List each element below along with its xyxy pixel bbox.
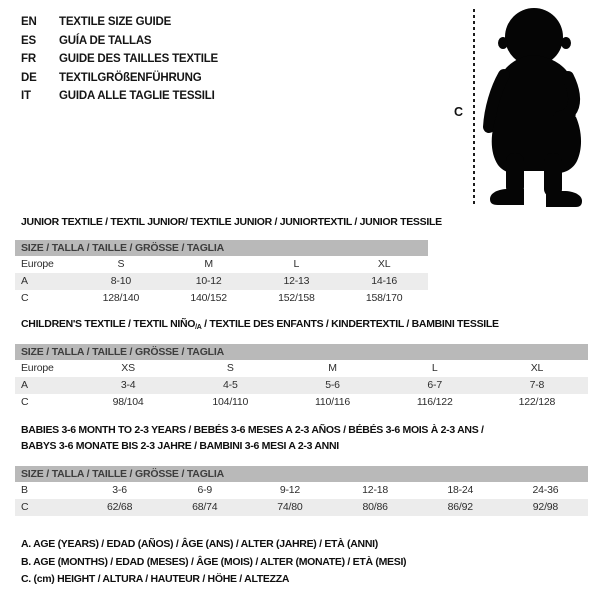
cell: 3-6 — [112, 484, 127, 496]
legend-line-b: B. AGE (MONTHS) / EDAD (MESES) / ÂGE (MOIS) / ALTER (MONATE) / ETÀ (MESI) — [21, 555, 407, 568]
lang-code: FR — [21, 53, 36, 65]
cell: S — [117, 258, 125, 270]
lang-row-fr — [21, 50, 218, 69]
lang-row-it — [21, 87, 218, 106]
size-bar: SIZE / TALLA / TAILLE / GRÖSSE / TAGLIA — [15, 240, 428, 256]
lang-label: GUIDE DES TAILLES TEXTILE — [59, 53, 218, 65]
cell: 116/122 — [416, 396, 453, 408]
cell: XL — [530, 362, 544, 374]
title-text: CHILDREN'S TEXTILE / TEXTIL NIÑO — [21, 318, 196, 330]
cell: 12-18 — [362, 484, 389, 496]
size-bar: SIZE / TALLA / TAILLE / GRÖSSE / TAGLIA — [15, 466, 588, 482]
lang-code: ES — [21, 34, 36, 47]
title-text: / TEXTILE DES ENFANTS / KINDERTEXTIL / BAMBINI TESSILE — [201, 318, 499, 330]
lang-label: GUIDA ALLE TAGLIE TESSILI — [59, 90, 215, 102]
lang-code: EN — [21, 16, 37, 28]
lang-label: TEXTILGRÖßENFÜHRUNG — [59, 71, 202, 84]
cell: 140/152 — [190, 292, 227, 304]
row-label: C — [21, 396, 29, 408]
cell: 104/110 — [212, 396, 249, 408]
row-label: Europe — [21, 362, 54, 374]
lang-row-de — [21, 69, 218, 88]
cell: M — [328, 362, 337, 374]
lang-code: DE — [21, 71, 37, 84]
cell: 7-8 — [529, 379, 545, 391]
table-row-c — [15, 499, 588, 516]
cell: 8-10 — [110, 275, 131, 287]
lang-row-en — [21, 13, 218, 32]
cell: 128/140 — [102, 292, 140, 304]
children-size-table — [15, 344, 588, 411]
lang-label: GUÍA DE TALLAS — [59, 34, 152, 47]
cell: XS — [121, 362, 135, 374]
language-header — [21, 13, 218, 106]
cell: XL — [377, 258, 391, 270]
lang-code: IT — [21, 90, 31, 102]
height-measure-line — [473, 9, 475, 206]
title-text: JUNIOR TEXTILE / TEXTIL JUNIOR/ TEXTILE JUNIOR / JUNIORTEXTIL / JUNIOR TESSILE — [21, 216, 442, 228]
cell: M — [204, 258, 213, 270]
cell: 92/98 — [532, 501, 559, 513]
table-row-c — [15, 290, 428, 307]
title-line2: BABYS 3-6 MONATE BIS 2-3 JAHRE / BAMBINI 3-6 MESI A 2-3 ANNI — [21, 440, 339, 452]
cell: L — [431, 362, 438, 374]
cell: 62/68 — [106, 501, 133, 513]
lang-label: TEXTILE SIZE GUIDE — [59, 16, 172, 28]
row-label: B — [21, 484, 28, 496]
cell: 18-24 — [447, 484, 474, 496]
cell: 10-12 — [195, 275, 222, 287]
baby-silhouette-icon — [482, 5, 590, 207]
row-label: C — [21, 292, 29, 304]
row-label: A — [21, 379, 28, 391]
legend — [21, 536, 406, 589]
babies-size-table — [15, 466, 588, 516]
section-title-babies — [21, 424, 484, 453]
table-row-europe — [15, 360, 588, 377]
size-bar: SIZE / TALLA / TAILLE / GRÖSSE / TAGLIA — [15, 344, 588, 360]
table-row-a — [15, 273, 428, 290]
cell: 24-36 — [532, 484, 559, 496]
cell: 122/128 — [518, 396, 556, 408]
cell: 12-13 — [283, 275, 310, 287]
legend-line-a: A. AGE (YEARS) / EDAD (AÑOS) / ÂGE (ANS) / ALTER (JAHRE) / ETÀ (ANNI) — [21, 538, 378, 550]
height-measure-label: C — [454, 105, 464, 119]
cell: 152/158 — [278, 292, 315, 304]
title-sub: /A — [195, 324, 202, 331]
row-label: C — [21, 501, 29, 513]
section-title-junior — [21, 216, 442, 232]
cell: 14-16 — [371, 275, 398, 287]
table-row-b — [15, 482, 588, 499]
cell: 98/104 — [112, 396, 144, 408]
cell: 3-4 — [120, 379, 136, 391]
row-label: Europe — [21, 258, 54, 270]
title-text: BABIES 3-6 MONTH TO 2-3 YEARS / BEBÉS 3-6 MESES A 2-3 AÑOS / BÉBÉS 3-6 MOIS À 2-3 ANS / — [21, 424, 484, 436]
cell: 110/116 — [315, 396, 350, 408]
row-label: A — [21, 275, 28, 287]
junior-size-table — [15, 240, 428, 307]
cell: 6-7 — [427, 379, 442, 391]
cell: 9-12 — [279, 484, 301, 496]
section-title-children — [21, 318, 499, 334]
cell: 158/170 — [365, 292, 403, 304]
cell: S — [226, 362, 234, 374]
cell: 80/86 — [362, 501, 388, 513]
table-row-europe — [15, 256, 428, 273]
cell: L — [293, 258, 300, 270]
lang-row-es — [21, 32, 218, 51]
cell: 6-9 — [197, 484, 213, 496]
cell: 5-6 — [325, 379, 340, 391]
cell: 68/74 — [192, 501, 218, 513]
table-row-c — [15, 394, 588, 411]
cell: 74/80 — [277, 501, 303, 513]
cell: 86/92 — [447, 501, 473, 513]
cell: 4-5 — [223, 379, 238, 391]
legend-line-c: C. (cm) HEIGHT / ALTURA / HAUTEUR / HÖHE / ALTEZZA — [21, 573, 290, 585]
table-row-a — [15, 377, 588, 394]
